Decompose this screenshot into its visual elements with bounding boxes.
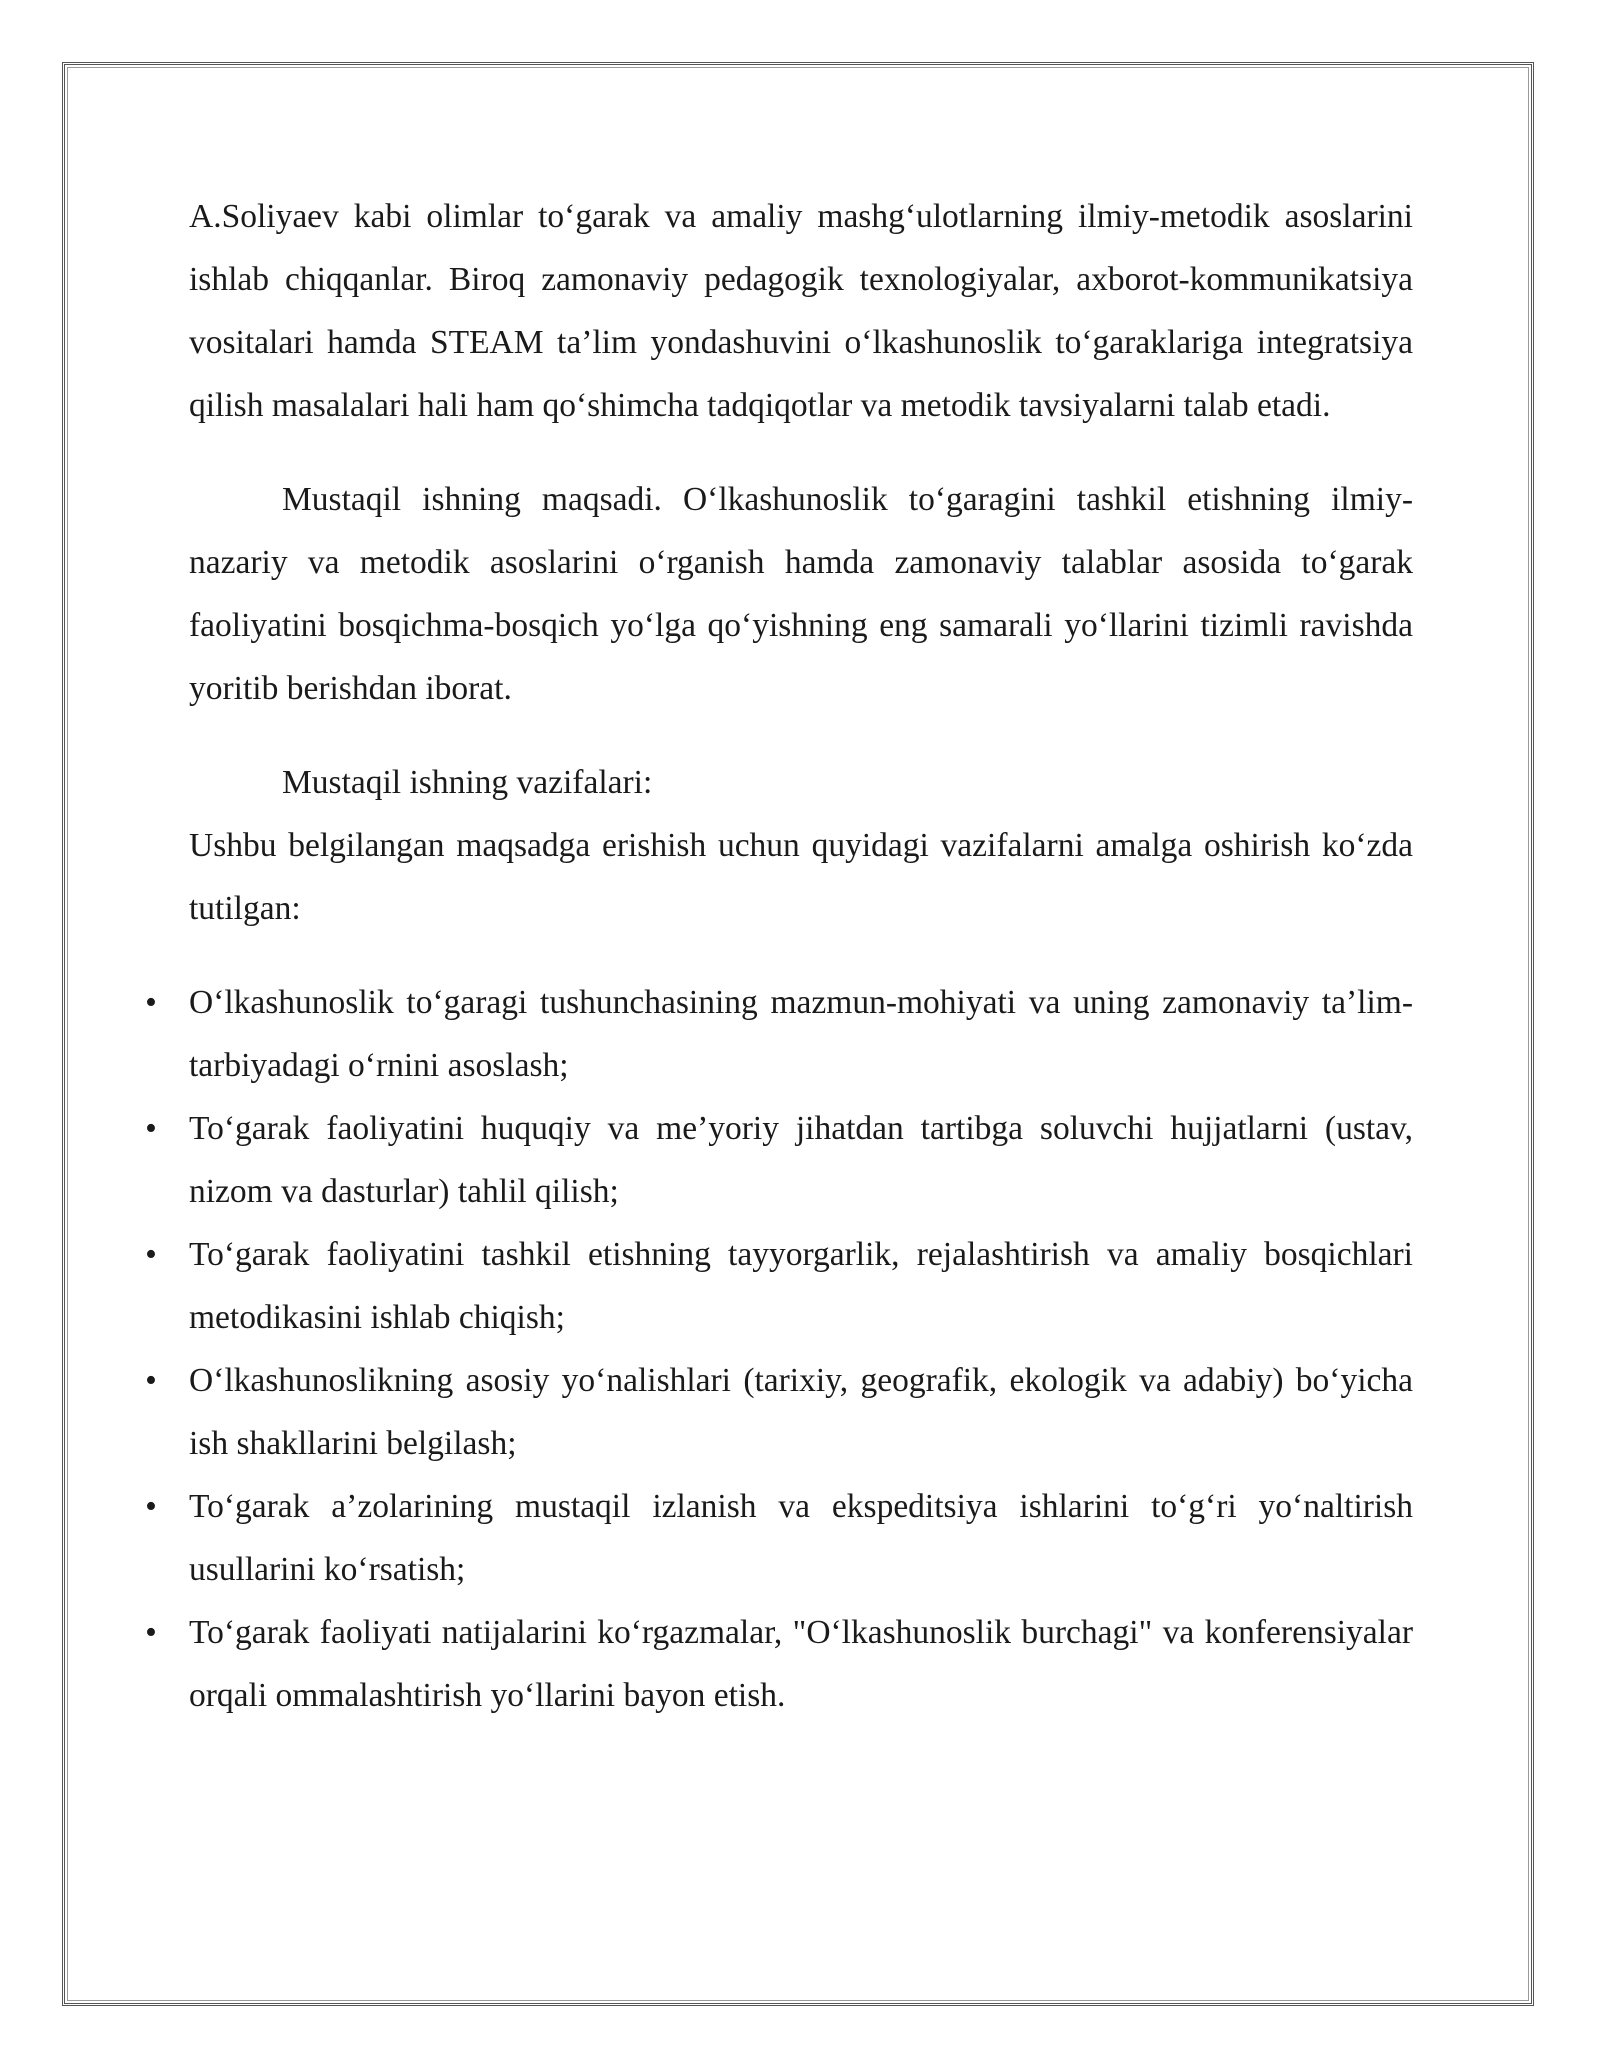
list-item — [145, 1349, 1413, 1475]
list-item-text: To‘garak a’zolarining mustaqil izlanish va ekspeditsiya ishlarini to‘g‘ri yo‘naltirish usullarini ko‘rsatish; — [189, 1488, 1413, 1588]
tasks-list — [145, 971, 1413, 1727]
list-item-text: O‘lkashunoslikning asosiy yo‘nalishlari (tarixiy, geografik, ekologik va adabiy) bo‘yicha ish shakllarini belgilash; — [189, 1362, 1413, 1462]
goal-paragraph: Mustaqil ishning maqsadi. O‘lkashunoslik to‘garagini tashkil etishning ilmiy-nazariy va metodik asoslarini o‘rganish hamda zamonaviy talablar asosida to‘garak faoliyatini bosqichma-bosqich yo‘lga qo‘yishning eng samarali yo‘llarini tizimli ravishda yoritib berishdan iborat. — [189, 481, 1413, 707]
list-item — [145, 1223, 1413, 1349]
list-item — [145, 971, 1413, 1097]
intro-paragraph: A.Soliyaev kabi olimlar to‘garak va amaliy mashg‘ulotlarning ilmiy-metodik asoslarini ishlab chiqqanlar. Biroq zamonaviy pedagogik texnologiyalar, axborot-kommunikatsiya vositalari hamda STEAM ta’lim yondashuvini o‘lkashunoslik to‘garaklariga integratsiya qilish masalalari hali ham qo‘shimcha tadqiqotlar va metodik tavsiyalarni talab etadi. — [189, 198, 1413, 424]
tasks-intro-paragraph: Ushbu belgilangan maqsadga erishish uchun quyidagi vazifalarni amalga oshirish ko‘zda tutilgan: — [189, 827, 1413, 927]
list-item-text: To‘garak faoliyatini huquqiy va me’yoriy jihatdan tartibga soluvchi hujjatlarni (ustav, nizom va dasturlar) tahlil qilish; — [189, 1110, 1413, 1210]
bullet-icon: • — [145, 984, 157, 1021]
bullet-icon: • — [145, 1614, 157, 1651]
list-item — [145, 1097, 1413, 1223]
list-item — [145, 1475, 1413, 1601]
list-item-text: To‘garak faoliyatini tashkil etishning tayyorgarlik, rejalashtirish va amaliy bosqichlari metodikasini ishlab chiqish; — [189, 1236, 1413, 1336]
bullet-icon: • — [145, 1362, 157, 1399]
document-body — [145, 185, 1413, 1727]
list-item — [145, 1601, 1413, 1727]
tasks-heading: Mustaqil ishning vazifalari: — [282, 764, 653, 801]
bullet-icon: • — [145, 1488, 157, 1525]
bullet-icon: • — [145, 1236, 157, 1273]
list-item-text: To‘garak faoliyati natijalarini ko‘rgazmalar, "O‘lkashunoslik burchagi" va konferensiyalar orqali ommalashtirish yo‘llarini bayon etish. — [189, 1614, 1413, 1714]
list-item-text: O‘lkashunoslik to‘garagi tushunchasining mazmun-mohiyati va uning zamonaviy ta’lim-tarbiyadagi o‘rnini asoslash; — [189, 984, 1413, 1084]
bullet-icon: • — [145, 1110, 157, 1147]
